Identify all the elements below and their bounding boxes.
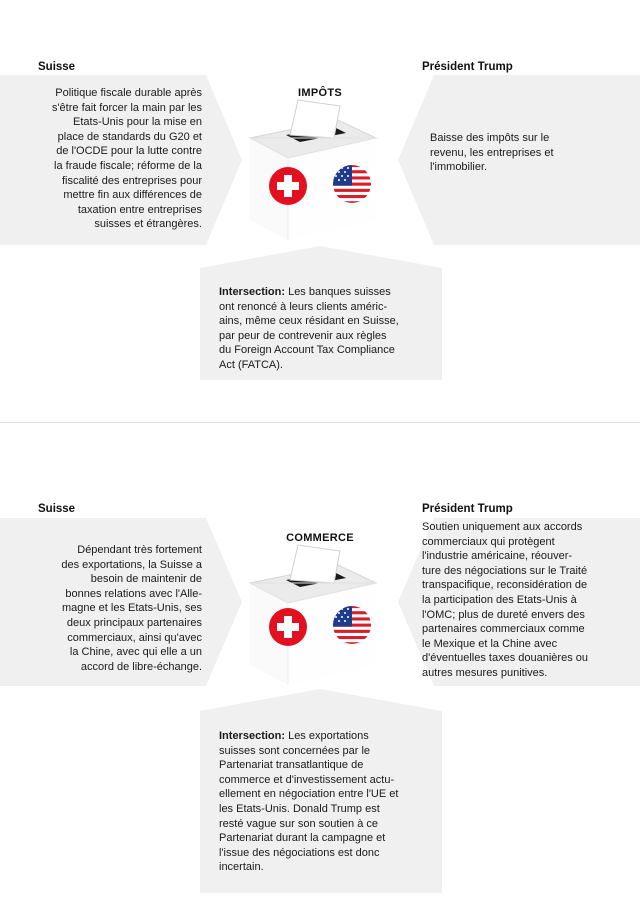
- topic-title: IMPÔTS: [298, 87, 342, 99]
- text-line: Dépendant très fortement: [77, 544, 202, 556]
- text-line: Partenariat durant la campagne et: [219, 832, 386, 845]
- text-line: besoin de maintenir de: [90, 573, 202, 586]
- text-line: suisses sont concernées par le: [219, 744, 371, 757]
- text-line: la Chine, avec qui elle a un: [69, 646, 202, 659]
- text-line: Act (FATCA).: [219, 358, 283, 371]
- text-line: deux principaux partenaires: [66, 616, 202, 629]
- right-text: [430, 131, 610, 175]
- text-line: fiscalité des entreprises pour: [61, 174, 202, 187]
- text-line: le Mexique et la Chine avec: [422, 637, 558, 650]
- text-line: ellement en négociation entre l'UE et: [219, 788, 399, 801]
- intersection-label: Intersection:: [219, 286, 286, 298]
- text-line: Soutien uniquement aux accords: [422, 521, 583, 533]
- text-line: l'industrie américaine, réouver-: [422, 550, 573, 563]
- ballot-box-icon: [238, 543, 398, 688]
- left-heading: Suisse: [38, 503, 76, 515]
- us-flag-icon: [332, 164, 372, 204]
- swiss-flag-icon: [268, 607, 308, 647]
- text-line: commerciaux, ainsi qu'avec: [67, 631, 202, 644]
- ballot-box-icon: [238, 98, 398, 243]
- section-divider: [0, 422, 640, 423]
- text-line: Partenariat transatlantique de: [219, 759, 364, 772]
- left-text: [14, 86, 202, 232]
- text-line: [219, 285, 429, 300]
- text-line: [219, 729, 434, 744]
- impots-section: [0, 0, 640, 420]
- swiss-flag-icon: [268, 166, 308, 206]
- text-line: l'immobilier.: [430, 161, 488, 174]
- text-line: de l'OCDE pour la lutte contre: [56, 145, 202, 158]
- text-line: partenaires commerciaux comme: [422, 623, 585, 636]
- text-line: magne et les Etats-Unis, ses: [61, 602, 202, 615]
- text-line: commerciaux qui protègent: [422, 535, 555, 548]
- text-line: autres mesures punitives.: [422, 666, 548, 679]
- left-heading: Suisse: [38, 61, 76, 73]
- text-line: des exportations, la Suisse a: [61, 558, 202, 571]
- text-line: ture des négociations sur le Traité: [422, 564, 588, 577]
- text-line: resté vague sur son soutien à ce: [219, 817, 378, 830]
- right-heading: Président Trump: [422, 61, 513, 73]
- text-line: les Etats-Unis. Donald Trump est: [219, 802, 380, 815]
- text-line: par peur de contrevenir aux règles: [219, 329, 387, 342]
- text-line: la fraude fiscale; réforme de la: [54, 159, 202, 172]
- text-line: taxation entre entreprises: [77, 203, 202, 216]
- text-line: Politique fiscale durable après: [55, 87, 202, 99]
- text-line: ains, même ceux résidant en Suisse,: [219, 315, 399, 328]
- text-line: l'issue des négociations est donc: [219, 846, 380, 859]
- text-line: transpacifique, reconsidération de: [422, 579, 588, 592]
- left-text: [14, 543, 202, 674]
- right-text: [422, 520, 632, 681]
- text-line: suisses et étrangères.: [94, 218, 202, 231]
- intersection-first-line: Les banques suisses: [285, 286, 391, 298]
- text-line: la participation des Etats-Unis à: [422, 593, 577, 606]
- text-line: bonnes relations avec l'Alle-: [65, 587, 202, 600]
- right-heading: Président Trump: [422, 503, 513, 515]
- text-line: accord de libre-échange.: [80, 660, 202, 673]
- text-line: s'être fait forcer la main par les: [51, 101, 202, 114]
- text-line: d'éventuelles taxes douanières ou: [422, 652, 588, 665]
- text-line: mettre fin aux différences de: [63, 189, 202, 202]
- text-line: commerce et d'investissement actu-: [219, 773, 395, 786]
- text-line: place de standards du G20 et: [57, 130, 202, 143]
- us-flag-icon: [332, 605, 372, 645]
- commerce-section: [0, 425, 640, 903]
- text-line: du Foreign Account Tax Compliance: [219, 344, 395, 357]
- text-line: ont renoncé à leurs clients améric-: [219, 300, 388, 313]
- intersection-text: [219, 285, 429, 373]
- text-line: Etats-Unis pour la mise en: [73, 116, 202, 129]
- text-line: Baisse des impôts sur le: [430, 132, 550, 144]
- text-line: revenu, les entreprises et: [430, 146, 554, 159]
- text-line: incertain.: [219, 861, 264, 874]
- intersection-text: [219, 729, 434, 875]
- text-line: l'OMC; plus de dureté envers des: [422, 608, 585, 621]
- intersection-first-line: Les exportations: [285, 730, 369, 742]
- intersection-label: Intersection:: [219, 730, 286, 742]
- topic-title: COMMERCE: [286, 532, 354, 544]
